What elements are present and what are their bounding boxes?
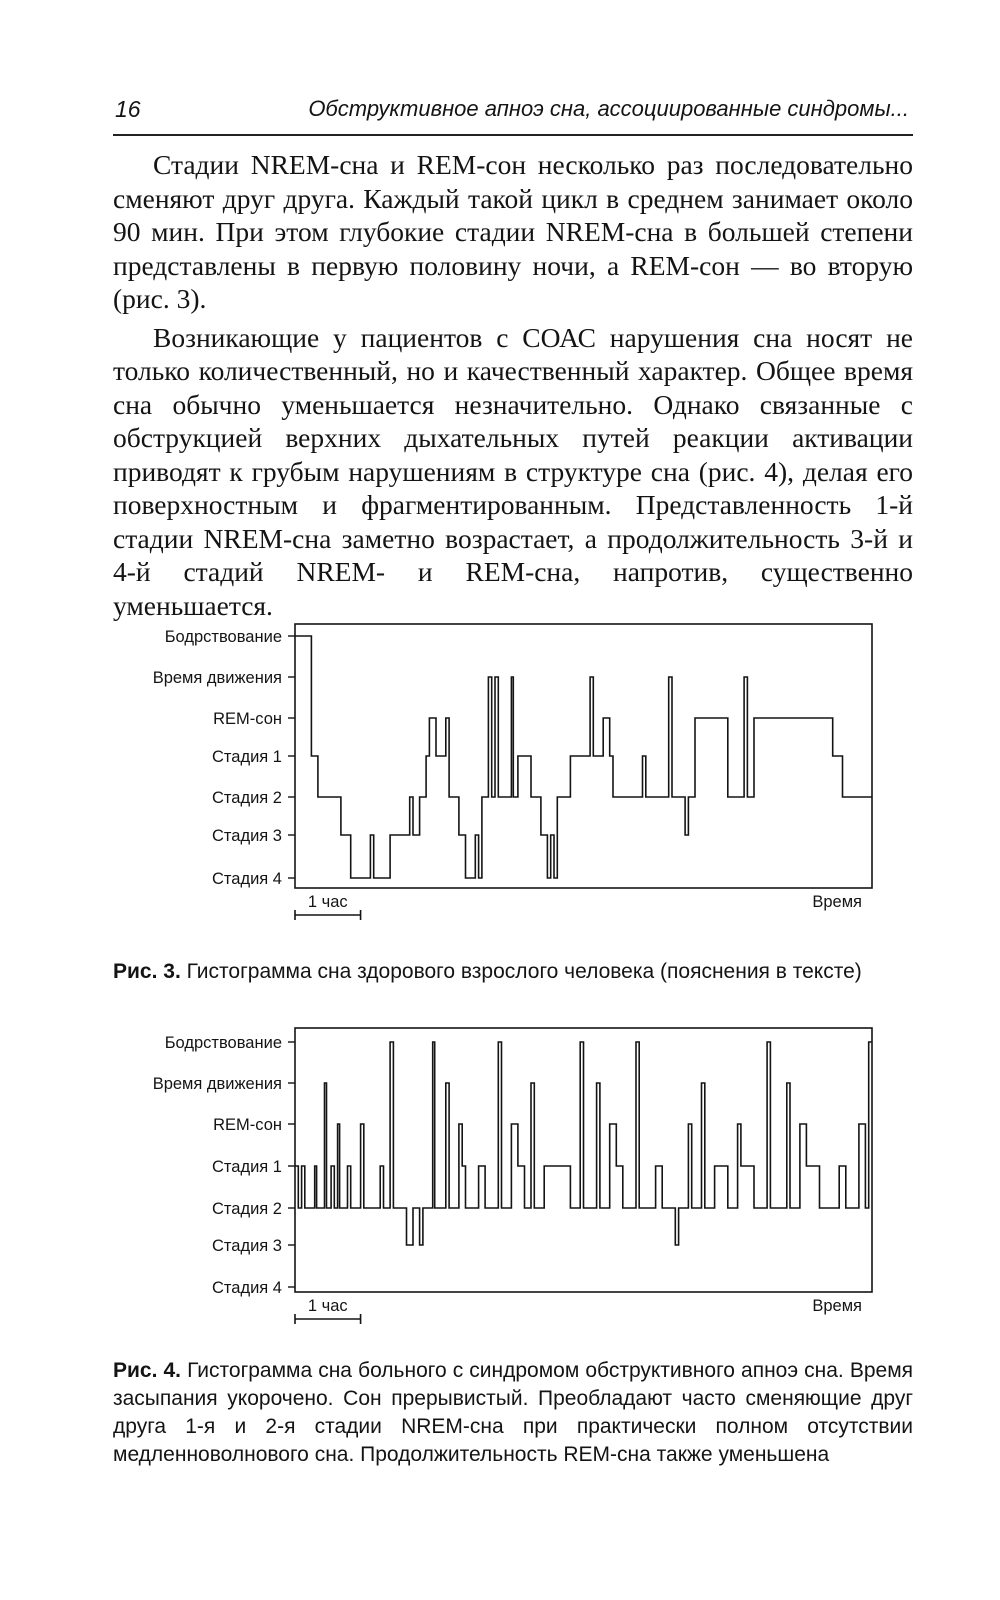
running-title: Обструктивное апноэ сна, ассоциированные синдромы... — [308, 96, 909, 121]
y-tick-label: Бодрствование — [164, 1034, 282, 1052]
y-tick-label: Время движения — [152, 669, 282, 687]
page-header — [113, 90, 913, 136]
y-tick-label: Время движения — [152, 1075, 282, 1093]
scale-bar-label: 1 час — [307, 1297, 348, 1315]
y-tick-label: Стадия 2 — [211, 789, 282, 807]
paragraph: Стадии NREM-сна и REM-сон несколько раз последовательно сменяют друг друга. Каждый такой цикл в среднем занимает около 90 мин. При этом глубокие стадии NREM-сна в большей степени представлены в первую половину ночи, а REM-сон — во вторую (рис. 3). — [113, 149, 913, 314]
scale-bar-label: 1 час — [307, 893, 348, 911]
y-tick-label: REM-сон — [213, 710, 282, 728]
caption-text: Гистограмма сна больного с синдромом обструктивного апноэ сна. Время засыпания укорочено. Сон прерывистый. Преобладают часто сменяющие друг друга 1-я и 2-я стадии NREM-сна при практически полном отсутствии медленноволнового сна. Продолжительность REM-сна также уменьшена — [113, 1359, 913, 1466]
figure-4-caption — [113, 1357, 913, 1469]
y-tick-label: REM-сон — [213, 1116, 282, 1134]
x-axis-label: Время — [812, 1297, 862, 1315]
hypnogram-healthy — [100, 620, 900, 938]
y-tick-label: Стадия 3 — [211, 1237, 282, 1255]
y-tick-label: Стадия 1 — [211, 1158, 282, 1176]
sleep-stage-line — [295, 636, 872, 878]
body-text — [113, 148, 913, 627]
sleep-stage-line — [295, 1042, 872, 1245]
y-tick-label: Стадия 3 — [211, 827, 282, 845]
figure-4 — [100, 1024, 900, 1342]
paragraph: Возникающие у пациентов с СОАС нарушения сна носят не только количественный, но и качественный характер. Общее время сна обычно уменьшается незначительно. Однако связанные с обструкцией верхних дыхательных путей реакции активации приводят к грубым нарушениям в структуре сна (рис. 4), делая его поверхностным и фрагментированным. Представленность 1-й стадии NREM-сна заметно возрастает, а продолжительность 3-й и 4-й стадий NREM- и REM-сна, напротив, существенно уменьшается. — [113, 321, 913, 621]
y-tick-label: Стадия 4 — [211, 870, 282, 888]
y-tick-label: Стадия 1 — [211, 748, 282, 766]
caption-text: Гистограмма сна здорового взрослого человека (пояснения в тексте) — [180, 960, 862, 983]
y-tick-label: Стадия 4 — [211, 1279, 282, 1297]
caption-label: Рис. 4. — [113, 1359, 182, 1382]
y-tick-label: Стадия 2 — [211, 1200, 282, 1218]
y-tick-label: Бодрствование — [164, 628, 282, 646]
x-axis-label: Время — [812, 893, 862, 911]
page-number: 16 — [115, 96, 141, 122]
figure-3 — [100, 620, 900, 938]
caption-label: Рис. 3. — [113, 960, 181, 983]
figure-3-caption — [113, 958, 862, 986]
hypnogram-osa — [100, 1024, 900, 1342]
